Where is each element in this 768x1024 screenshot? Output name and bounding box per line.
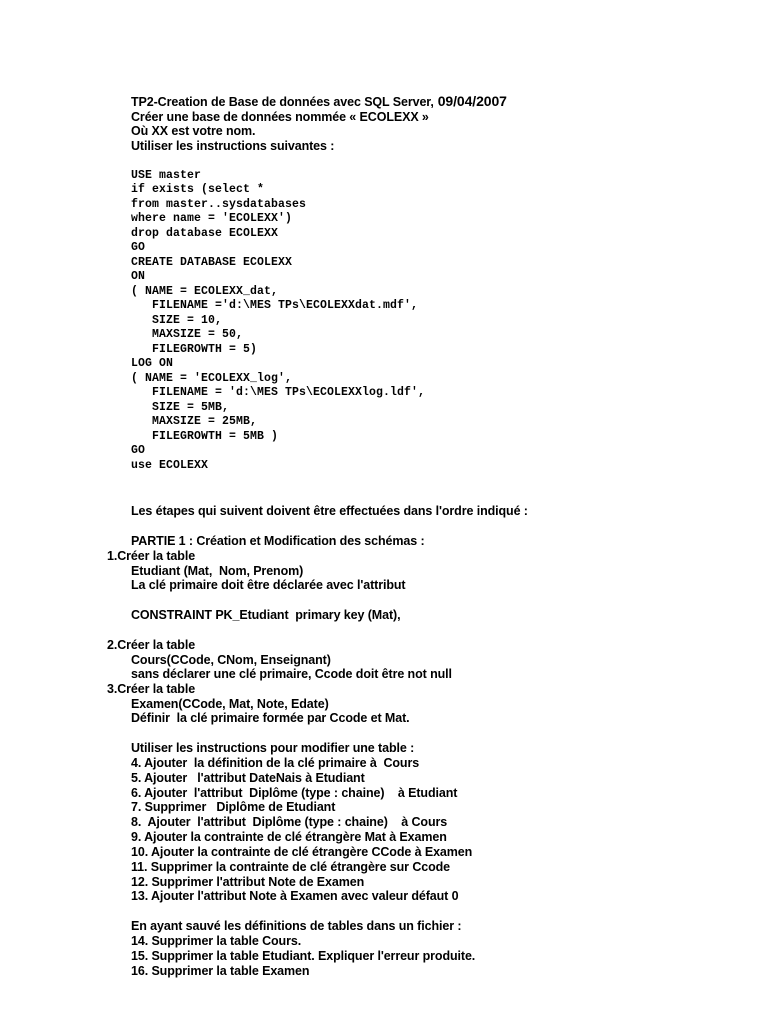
modify-step: 10. Ajouter la contrainte de clé étrangère CCode à Examen <box>131 845 473 859</box>
sql-line: FILEGROWTH = 5MB ) <box>131 430 279 443</box>
intro-line: Où XX est votre nom. <box>131 124 256 138</box>
sql-line: drop database ECOLEXX <box>131 227 279 240</box>
constraint-line: CONSTRAINT PK_Etudiant primary key (Mat), <box>131 608 401 622</box>
task-line: sans déclarer une clé primaire, Ccode doit être not null <box>131 667 452 681</box>
sql-line: USE master <box>131 169 202 182</box>
saved-step: 14. Supprimer la table Cours. <box>131 934 302 948</box>
sql-line: from master..sysdatabases <box>131 198 307 211</box>
intro-line: Utiliser les instructions suivantes : <box>131 139 335 153</box>
modify-step: 7. Supprimer Diplôme de Etudiant <box>131 800 336 814</box>
task-number: 2. <box>107 638 118 652</box>
sql-line: LOG ON <box>131 357 174 370</box>
task-line: Cours(CCode, CNom, Enseignant) <box>131 653 331 667</box>
sql-line: FILEGROWTH = 5) <box>131 343 258 356</box>
title-text: TP2-Creation de Base de données avec SQL Server, <box>131 95 434 109</box>
task-number: 1. <box>107 549 118 563</box>
sql-line: SIZE = 5MB, <box>131 401 230 414</box>
task-1-heading <box>107 549 195 564</box>
sql-line: GO <box>131 241 146 254</box>
modify-step: 5. Ajouter l'attribut DateNais à Etudiant <box>131 771 365 785</box>
sql-line: MAXSIZE = 25MB, <box>131 415 258 428</box>
sql-line: where name = 'ECOLEXX') <box>131 212 293 225</box>
task-line: Définir la clé primaire formée par Ccode et Mat. <box>131 711 410 725</box>
task-number: 3. <box>107 682 118 696</box>
task-2-heading <box>107 638 195 653</box>
modify-step: 11. Supprimer la contrainte de clé étrangère sur Ccode <box>131 860 451 874</box>
sql-line: ( NAME = 'ECOLEXX_log', <box>131 372 293 385</box>
modify-step: 12. Supprimer l'attribut Note de Examen <box>131 875 365 889</box>
task-title: Créer la table <box>117 549 196 563</box>
sql-line: SIZE = 10, <box>131 314 223 327</box>
task-3-heading <box>107 682 195 697</box>
saved-intro: En ayant sauvé les définitions de tables dans un fichier : <box>131 919 462 933</box>
task-line: Etudiant (Mat, Nom, Prenom) <box>131 564 304 578</box>
saved-step: 15. Supprimer la table Etudiant. Expliquer l'erreur produite. <box>131 949 476 963</box>
task-title: Créer la table <box>117 682 196 696</box>
task-line: Examen(CCode, Mat, Note, Edate) <box>131 697 329 711</box>
modify-step: 6. Ajouter l'attribut Diplôme (type : chaine) à Etudiant <box>131 786 458 800</box>
intro-line: Créer une base de données nommée « ECOLEXX » <box>131 110 429 124</box>
section-heading: PARTIE 1 : Création et Modification des schémas : <box>131 534 425 548</box>
task-line: La clé primaire doit être déclarée avec l'attribut <box>131 578 406 592</box>
sql-line: FILENAME = 'd:\MES TPs\ECOLEXXlog.ldf', <box>131 386 426 399</box>
modify-step: 13. Ajouter l'attribut Note à Examen avec valeur défaut 0 <box>131 889 459 903</box>
sql-line: use ECOLEXX <box>131 459 209 472</box>
steps-note: Les étapes qui suivent doivent être effectuées dans l'ordre indiqué : <box>131 504 528 518</box>
task-title: Créer la table <box>117 638 196 652</box>
sql-line: if exists (select * <box>131 183 265 196</box>
sql-line: ( NAME = ECOLEXX_dat, <box>131 285 279 298</box>
modify-step: 8. Ajouter l'attribut Diplôme (type : chaine) à Cours <box>131 815 448 829</box>
document-date: 09/04/2007 <box>437 93 507 109</box>
modify-step: 4. Ajouter la définition de la clé primaire à Cours <box>131 756 420 770</box>
saved-step: 16. Supprimer la table Examen <box>131 964 310 978</box>
sql-line: CREATE DATABASE ECOLEXX <box>131 256 293 269</box>
sql-line: ON <box>131 270 146 283</box>
sql-line: MAXSIZE = 50, <box>131 328 244 341</box>
sql-line: FILENAME ='d:\MES TPs\ECOLEXXdat.mdf', <box>131 299 419 312</box>
document-title <box>131 94 507 110</box>
modify-intro: Utiliser les instructions pour modifier une table : <box>131 741 415 755</box>
sql-line: GO <box>131 444 146 457</box>
modify-step: 9. Ajouter la contrainte de clé étrangère Mat à Examen <box>131 830 447 844</box>
